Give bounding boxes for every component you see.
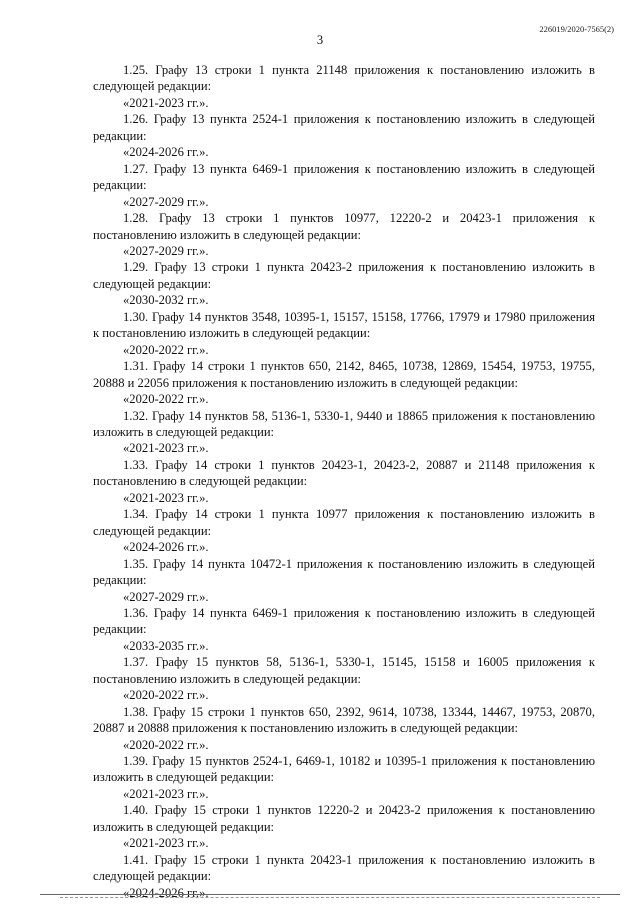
- page-number: 3: [316, 33, 324, 47]
- paragraph-1-27: 1.27. Графу 13 пункта 6469-1 приложения к постановлению изложить в следующей редакции:: [93, 161, 595, 193]
- years-1-39: «2021-2023 гг.».: [123, 786, 209, 801]
- years-1-29: «2030-2032 гг.».: [123, 293, 209, 308]
- paragraph-1-39: 1.39. Графу 15 пунктов 2524-1, 6469-1, 10182 и 10395-1 приложения к постановлению изложить в следующей редакции:: [93, 754, 595, 785]
- paragraph-1-41: 1.41. Графу 15 строки 1 пункта 20423-1 приложения к постановлению изложить в следующей редакции:: [93, 852, 595, 884]
- paragraph-1-29: 1.29. Графу 13 строки 1 пункта 20423-2 приложения к постановлению изложить в следующей редакции:: [93, 260, 595, 291]
- years-1-36: «2033-2035 гг.».: [123, 638, 209, 653]
- paragraph-1-40: 1.40. Графу 15 строки 1 пунктов 12220-2 и 20423-2 приложения к постановлению изложить в следующей редакции:: [93, 803, 595, 834]
- years-1-28: «2027-2029 гг.».: [123, 243, 209, 258]
- document-body: [93, 62, 595, 901]
- paragraph-1-38: 1.38. Графу 15 строки 1 пунктов 650, 2392, 9614, 10738, 13344, 14467, 19753, 20870, 20887 и 20888 приложения к постановлению изложить в следующей редакции:: [93, 704, 595, 736]
- paragraph-1-25: 1.25. Графу 13 строки 1 пункта 21148 приложения к постановлению изложить в следующей редакции:: [93, 63, 595, 94]
- years-1-27: «2027-2029 гг.».: [123, 194, 209, 209]
- years-1-34: «2024-2026 гг.».: [123, 540, 209, 555]
- paragraph-1-30: 1.30. Графу 14 пунктов 3548, 10395-1, 15157, 15158, 17766, 17979 и 17980 приложения к постановлению изложить в следующей редакции:: [93, 309, 595, 341]
- years-1-37: «2020-2022 гг.».: [123, 688, 209, 703]
- scan-edge-line-secondary: [60, 897, 600, 898]
- years-1-31: «2020-2022 гг.».: [123, 392, 209, 407]
- years-1-40: «2021-2023 гг.».: [123, 836, 209, 851]
- years-1-41: «2024-2026 гг.».: [123, 885, 209, 900]
- years-1-32: «2021-2023 гг.».: [123, 441, 209, 456]
- paragraph-1-32: 1.32. Графу 14 пунктов 58, 5136-1, 5330-1, 9440 и 18865 приложения к постановлению изложить в следующей редакции:: [93, 408, 595, 439]
- years-1-33: «2021-2023 гг.».: [123, 490, 209, 505]
- paragraph-1-26: 1.26. Графу 13 пункта 2524-1 приложения к постановлению изложить в следующей редакции:: [93, 112, 595, 143]
- years-1-38: «2020-2022 гг.».: [123, 737, 209, 752]
- paragraph-1-31: 1.31. Графу 14 строки 1 пунктов 650, 2142, 8465, 10738, 12869, 15454, 19753, 19755, 20888 и 22056 приложения к постановлению изложить в следующей редакции:: [93, 359, 595, 390]
- paragraph-1-36: 1.36. Графу 14 пункта 6469-1 приложения к постановлению изложить в следующей редакции:: [93, 605, 595, 637]
- paragraph-1-35: 1.35. Графу 14 пункта 10472-1 приложения к постановлению изложить в следующей редакции:: [93, 556, 595, 588]
- paragraph-1-28: 1.28. Графу 13 строки 1 пунктов 10977, 12220-2 и 20423-1 приложения к постановлению изложить в следующей редакции:: [93, 211, 595, 242]
- years-1-26: «2024-2026 гг.».: [123, 145, 209, 160]
- paragraph-1-33: 1.33. Графу 14 строки 1 пунктов 20423-1, 20423-2, 20887 и 21148 приложения к постановлению в следующей редакции:: [93, 457, 595, 489]
- years-1-30: «2020-2022 гг.».: [123, 342, 209, 357]
- paragraph-1-37: 1.37. Графу 15 пунктов 58, 5136-1, 5330-1, 15145, 15158 и 16005 приложения к постановлению изложить в следующей редакции:: [93, 655, 595, 686]
- scan-edge-line: [40, 894, 620, 895]
- years-1-35: «2027-2029 гг.».: [123, 589, 209, 604]
- document-number: 226019/2020-7565(2): [539, 24, 614, 34]
- paragraph-1-34: 1.34. Графу 14 строки 1 пункта 10977 приложения к постановлению изложить в следующей редакции:: [93, 507, 595, 538]
- years-1-25: «2021-2023 гг.».: [123, 95, 209, 110]
